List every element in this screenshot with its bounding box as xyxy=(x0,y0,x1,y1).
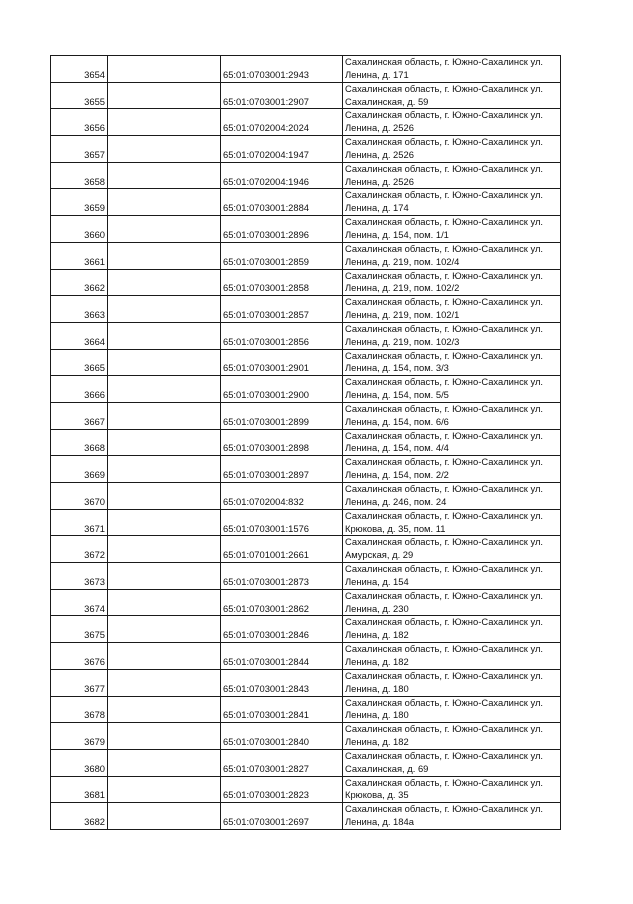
address-line-1: Сахалинская область, г. Южно-Сахалинск ул. xyxy=(345,82,544,94)
cadastral-number-cell: 65:01:0703001:2900 xyxy=(221,376,343,403)
empty-cell xyxy=(108,563,221,590)
row-number-cell: 3677 xyxy=(51,669,108,696)
address-line-1: Сахалинская область, г. Южно-Сахалинск ул. xyxy=(345,803,544,815)
address-line-2: Ленина, д. 182 xyxy=(345,655,409,667)
row-number-cell: 3654 xyxy=(51,56,108,83)
address-line-1: Сахалинская область, г. Южно-Сахалинск ул. xyxy=(345,669,544,681)
address-line-2: Крюкова, д. 35 xyxy=(345,789,409,801)
row-number-cell: 3659 xyxy=(51,189,108,216)
address-line-1: Сахалинская область, г. Южно-Сахалинск ул. xyxy=(345,136,544,148)
address-line-1: Сахалинская область, г. Южно-Сахалинск ул. xyxy=(345,536,544,548)
cadastral-number-cell: 65:01:0703001:2856 xyxy=(221,322,343,349)
address-line-2: Ленина, д. 154, пом. 1/1 xyxy=(345,228,449,240)
row-number-cell: 3667 xyxy=(51,402,108,429)
address-cell xyxy=(343,803,561,830)
cadastral-number-cell: 65:01:0703001:2897 xyxy=(221,456,343,483)
cadastral-number-cell: 65:01:0703001:2857 xyxy=(221,296,343,323)
empty-cell xyxy=(108,376,221,403)
empty-cell xyxy=(108,589,221,616)
table-row xyxy=(51,82,561,109)
address-line-2: Крюкова, д. 35, пом. 11 xyxy=(345,522,446,534)
address-line-1: Сахалинская область, г. Южно-Сахалинск ул. xyxy=(345,696,544,708)
table-row xyxy=(51,136,561,163)
address-cell xyxy=(343,296,561,323)
address-line-2: Ленина, д. 154, пом. 3/3 xyxy=(345,362,449,374)
table-row xyxy=(51,696,561,723)
address-cell xyxy=(343,509,561,536)
empty-cell xyxy=(108,509,221,536)
cadastral-number-cell: 65:01:0703001:2873 xyxy=(221,563,343,590)
empty-cell xyxy=(108,162,221,189)
row-number-cell: 3676 xyxy=(51,643,108,670)
cadastral-number-cell: 65:01:0702004:832 xyxy=(221,483,343,510)
address-line-1: Сахалинская область, г. Южно-Сахалинск ул. xyxy=(345,429,544,441)
address-line-2: Ленина, д. 180 xyxy=(345,709,409,721)
row-number-cell: 3658 xyxy=(51,162,108,189)
cadastral-number-cell: 65:01:0703001:2827 xyxy=(221,749,343,776)
cadastral-number-cell: 65:01:0703001:2896 xyxy=(221,216,343,243)
row-number-cell: 3664 xyxy=(51,322,108,349)
empty-cell xyxy=(108,402,221,429)
cadastral-number-cell: 65:01:0702004:1946 xyxy=(221,162,343,189)
table-row xyxy=(51,376,561,403)
table-row xyxy=(51,776,561,803)
table-row xyxy=(51,803,561,830)
address-line-2: Ленина, д. 171 xyxy=(345,68,409,80)
empty-cell xyxy=(108,536,221,563)
cadastral-number-cell: 65:01:0703001:2841 xyxy=(221,696,343,723)
empty-cell xyxy=(108,696,221,723)
table-row xyxy=(51,162,561,189)
row-number-cell: 3660 xyxy=(51,216,108,243)
address-line-1: Сахалинская область, г. Южно-Сахалинск ул. xyxy=(345,749,544,761)
row-number-cell: 3680 xyxy=(51,749,108,776)
address-line-2: Ленина, д. 246, пом. 24 xyxy=(345,495,447,507)
address-cell xyxy=(343,749,561,776)
table-row xyxy=(51,536,561,563)
address-cell xyxy=(343,56,561,83)
empty-cell xyxy=(108,56,221,83)
address-line-1: Сахалинская область, г. Южно-Сахалинск ул. xyxy=(345,242,544,254)
registry-table-body xyxy=(51,56,561,830)
table-row xyxy=(51,429,561,456)
row-number-cell: 3679 xyxy=(51,723,108,750)
row-number-cell: 3665 xyxy=(51,349,108,376)
cadastral-number-cell: 65:01:0702004:1947 xyxy=(221,136,343,163)
address-cell xyxy=(343,429,561,456)
address-line-2: Ленина, д. 180 xyxy=(345,682,409,694)
address-line-2: Ленина, д. 219, пом. 102/3 xyxy=(345,335,460,347)
address-line-2: Ленина, д. 184а xyxy=(345,816,414,828)
empty-cell xyxy=(108,136,221,163)
address-line-2: Ленина, д. 219, пом. 102/4 xyxy=(345,255,460,267)
empty-cell xyxy=(108,616,221,643)
address-line-2: Ленина, д. 230 xyxy=(345,602,409,614)
address-line-1: Сахалинская область, г. Южно-Сахалинск ул. xyxy=(345,216,544,228)
address-cell xyxy=(343,136,561,163)
table-row xyxy=(51,402,561,429)
address-cell xyxy=(343,696,561,723)
empty-cell xyxy=(108,723,221,750)
address-line-2: Ленина, д. 2526 xyxy=(345,148,414,160)
empty-cell xyxy=(108,189,221,216)
address-cell xyxy=(343,269,561,296)
address-line-1: Сахалинская область, г. Южно-Сахалинск ул. xyxy=(345,563,544,575)
address-line-1: Сахалинская область, г. Южно-Сахалинск ул. xyxy=(345,189,544,201)
row-number-cell: 3656 xyxy=(51,109,108,136)
cadastral-number-cell: 65:01:0703001:2884 xyxy=(221,189,343,216)
empty-cell xyxy=(108,776,221,803)
address-line-2: Ленина, д. 182 xyxy=(345,629,409,641)
table-row xyxy=(51,189,561,216)
address-line-2: Ленина, д. 154 xyxy=(345,575,409,587)
address-cell xyxy=(343,349,561,376)
address-cell xyxy=(343,322,561,349)
cadastral-number-cell: 65:01:0703001:2907 xyxy=(221,82,343,109)
address-cell xyxy=(343,589,561,616)
cadastral-number-cell: 65:01:0703001:2901 xyxy=(221,349,343,376)
address-line-2: Сахалинская, д. 59 xyxy=(345,95,429,107)
address-line-2: Ленина, д. 2526 xyxy=(345,175,414,187)
cadastral-number-cell: 65:01:0703001:2859 xyxy=(221,242,343,269)
address-cell xyxy=(343,723,561,750)
address-cell xyxy=(343,483,561,510)
address-line-2: Ленина, д. 182 xyxy=(345,736,409,748)
table-row xyxy=(51,56,561,83)
address-cell xyxy=(343,242,561,269)
empty-cell xyxy=(108,242,221,269)
address-line-2: Амурская, д. 29 xyxy=(345,549,414,561)
table-row xyxy=(51,669,561,696)
cadastral-number-cell: 65:01:0702004:2024 xyxy=(221,109,343,136)
row-number-cell: 3678 xyxy=(51,696,108,723)
table-row xyxy=(51,296,561,323)
row-number-cell: 3682 xyxy=(51,803,108,830)
table-row xyxy=(51,216,561,243)
row-number-cell: 3675 xyxy=(51,616,108,643)
cadastral-number-cell: 65:01:0703001:2899 xyxy=(221,402,343,429)
cadastral-number-cell: 65:01:0701001:2661 xyxy=(221,536,343,563)
property-registry-table xyxy=(50,55,561,830)
address-line-2: Ленина, д. 154, пом. 4/4 xyxy=(345,442,449,454)
address-cell xyxy=(343,376,561,403)
address-line-1: Сахалинская область, г. Южно-Сахалинск ул. xyxy=(345,643,544,655)
table-row xyxy=(51,322,561,349)
row-number-cell: 3655 xyxy=(51,82,108,109)
address-cell xyxy=(343,563,561,590)
table-row xyxy=(51,242,561,269)
empty-cell xyxy=(108,322,221,349)
table-row xyxy=(51,563,561,590)
cadastral-number-cell: 65:01:0703001:2943 xyxy=(221,56,343,83)
empty-cell xyxy=(108,643,221,670)
empty-cell xyxy=(108,456,221,483)
cadastral-number-cell: 65:01:0703001:2697 xyxy=(221,803,343,830)
cadastral-number-cell: 65:01:0703001:2843 xyxy=(221,669,343,696)
table-row xyxy=(51,589,561,616)
cadastral-number-cell: 65:01:0703001:2844 xyxy=(221,643,343,670)
empty-cell xyxy=(108,483,221,510)
address-line-2: Ленина, д. 154, пом. 2/2 xyxy=(345,469,449,481)
cadastral-number-cell: 65:01:0703001:1576 xyxy=(221,509,343,536)
row-number-cell: 3671 xyxy=(51,509,108,536)
table-row xyxy=(51,456,561,483)
row-number-cell: 3663 xyxy=(51,296,108,323)
empty-cell xyxy=(108,216,221,243)
row-number-cell: 3670 xyxy=(51,483,108,510)
table-row xyxy=(51,749,561,776)
table-row xyxy=(51,723,561,750)
cadastral-number-cell: 65:01:0703001:2846 xyxy=(221,616,343,643)
address-line-1: Сахалинская область, г. Южно-Сахалинск ул. xyxy=(345,509,544,521)
address-line-2: Ленина, д. 219, пом. 102/1 xyxy=(345,309,460,321)
address-line-2: Ленина, д. 174 xyxy=(345,202,409,214)
cadastral-number-cell: 65:01:0703001:2858 xyxy=(221,269,343,296)
address-cell xyxy=(343,82,561,109)
address-cell xyxy=(343,109,561,136)
address-cell xyxy=(343,216,561,243)
row-number-cell: 3672 xyxy=(51,536,108,563)
address-cell xyxy=(343,643,561,670)
address-line-2: Ленина, д. 154, пом. 6/6 xyxy=(345,415,449,427)
address-line-1: Сахалинская область, г. Южно-Сахалинск ул. xyxy=(345,296,544,308)
address-line-1: Сахалинская область, г. Южно-Сахалинск ул. xyxy=(345,56,544,67)
empty-cell xyxy=(108,296,221,323)
row-number-cell: 3681 xyxy=(51,776,108,803)
empty-cell xyxy=(108,349,221,376)
row-number-cell: 3657 xyxy=(51,136,108,163)
table-row xyxy=(51,509,561,536)
address-line-1: Сахалинская область, г. Южно-Сахалинск ул. xyxy=(345,349,544,361)
row-number-cell: 3669 xyxy=(51,456,108,483)
address-line-1: Сахалинская область, г. Южно-Сахалинск ул. xyxy=(345,269,544,281)
address-cell xyxy=(343,669,561,696)
address-cell xyxy=(343,456,561,483)
table-row xyxy=(51,616,561,643)
empty-cell xyxy=(108,109,221,136)
row-number-cell: 3666 xyxy=(51,376,108,403)
table-row xyxy=(51,349,561,376)
address-cell xyxy=(343,536,561,563)
empty-cell xyxy=(108,669,221,696)
address-line-1: Сахалинская область, г. Южно-Сахалинск ул. xyxy=(345,483,544,494)
address-cell xyxy=(343,162,561,189)
address-line-2: Сахалинская, д. 69 xyxy=(345,762,429,774)
table-row xyxy=(51,269,561,296)
address-line-1: Сахалинская область, г. Южно-Сахалинск ул. xyxy=(345,376,544,388)
row-number-cell: 3662 xyxy=(51,269,108,296)
address-line-2: Ленина, д. 219, пом. 102/2 xyxy=(345,282,460,294)
address-cell xyxy=(343,616,561,643)
row-number-cell: 3673 xyxy=(51,563,108,590)
row-number-cell: 3674 xyxy=(51,589,108,616)
address-cell xyxy=(343,402,561,429)
address-line-1: Сахалинская область, г. Южно-Сахалинск ул. xyxy=(345,109,544,121)
row-number-cell: 3668 xyxy=(51,429,108,456)
address-line-1: Сахалинская область, г. Южно-Сахалинск ул. xyxy=(345,456,544,468)
empty-cell xyxy=(108,82,221,109)
address-line-1: Сахалинская область, г. Южно-Сахалинск ул. xyxy=(345,723,544,735)
empty-cell xyxy=(108,749,221,776)
empty-cell xyxy=(108,803,221,830)
address-line-2: Ленина, д. 154, пом. 5/5 xyxy=(345,389,449,401)
row-number-cell: 3661 xyxy=(51,242,108,269)
table-row xyxy=(51,109,561,136)
address-line-1: Сахалинская область, г. Южно-Сахалинск ул. xyxy=(345,402,544,414)
cadastral-number-cell: 65:01:0703001:2840 xyxy=(221,723,343,750)
table-row xyxy=(51,483,561,510)
address-line-1: Сахалинская область, г. Южно-Сахалинск ул. xyxy=(345,776,544,788)
cadastral-number-cell: 65:01:0703001:2862 xyxy=(221,589,343,616)
empty-cell xyxy=(108,269,221,296)
table-row xyxy=(51,643,561,670)
empty-cell xyxy=(108,429,221,456)
address-line-1: Сахалинская область, г. Южно-Сахалинск ул. xyxy=(345,322,544,334)
address-line-1: Сахалинская область, г. Южно-Сахалинск ул. xyxy=(345,589,544,601)
cadastral-number-cell: 65:01:0703001:2823 xyxy=(221,776,343,803)
address-line-1: Сахалинская область, г. Южно-Сахалинск ул. xyxy=(345,616,544,628)
address-cell xyxy=(343,189,561,216)
address-cell xyxy=(343,776,561,803)
address-line-1: Сахалинская область, г. Южно-Сахалинск ул. xyxy=(345,162,544,174)
cadastral-number-cell: 65:01:0703001:2898 xyxy=(221,429,343,456)
address-line-2: Ленина, д. 2526 xyxy=(345,122,414,134)
